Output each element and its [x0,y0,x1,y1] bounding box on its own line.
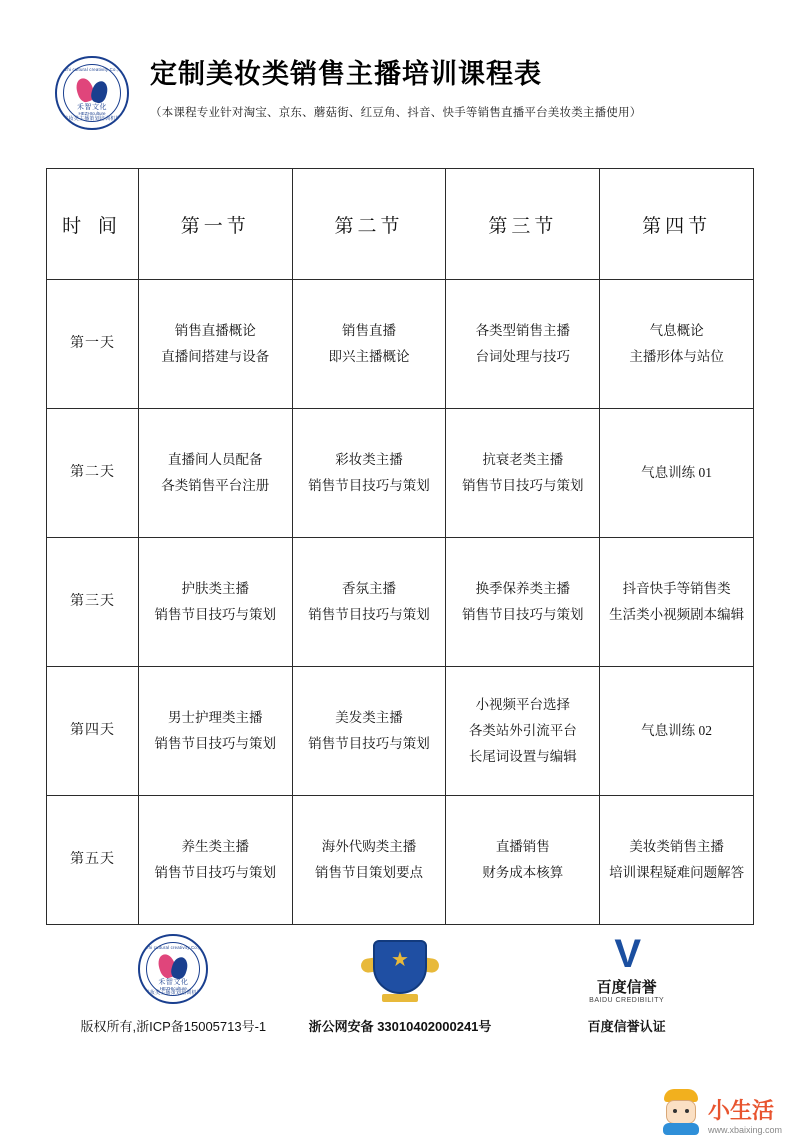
table-cell [292,409,446,538]
baidu-badge-inner [569,934,685,1004]
cell-line: 销售节目技巧与策划 [154,736,277,751]
cell-line: 主播形体与站位 [629,349,724,364]
baidu-certification-text: 百度信誉认证 [587,1019,666,1034]
cell-line: 各类型销售主播 [475,322,571,338]
table-cell [446,409,600,538]
logo-cn-name: 禾智文化 [77,104,107,111]
table-row [47,796,754,925]
police-emblem-icon [365,934,435,1004]
footer-item-icp [60,930,287,1035]
column-header-period-3: 第三节 [446,169,600,280]
cell-line: 长尾词设置与编辑 [468,749,577,765]
logo-en-name: HEZHIculture [78,111,106,116]
cell-line: 海外代购类主播 [321,838,417,854]
cell-line: 抗衰老类主播 [482,451,564,467]
cell-line: 直播间人员配备 [168,451,263,467]
watermark-site-url: www.xbaixing.com [707,1125,782,1135]
cell-line: 销售节目技巧与策划 [308,478,430,493]
table-row [47,538,754,667]
cell-line: 换季保养类主播 [475,580,571,596]
cell-line: 财务成本核算 [482,865,564,880]
cell-line: 香氛主播 [342,580,397,596]
logo-arc-bottom-text: 美妆类主播策划培训机构 [63,116,121,122]
table-row [47,667,754,796]
site-watermark [660,1089,782,1135]
logo-swoosh-icon [75,78,109,104]
cell-line: 气息训练 01 [641,464,713,480]
cell-line: 气息概论 [649,322,704,338]
table-cell [292,796,446,925]
cell-line: 各类站外引流平台 [468,722,577,738]
cell-line: 销售节目策划要点 [315,865,424,880]
logo-cn-name: 禾智文化 [158,979,189,986]
table-cell [138,796,292,925]
page-subtitle: （本课程专业针对淘宝、京东、蘑菇街、红豆角、抖音、快手等销售直播平台美妆类主播使用） [150,107,642,120]
table-row [47,280,754,409]
police-record-text: 浙公网安备 33010402000241号 [308,1019,492,1034]
table-cell [138,667,292,796]
cell-line: 护肤类主播 [181,580,250,596]
logo-arc-top-text: Hezhi cultural creativity Co.,Ltd [59,67,125,72]
table-cell [292,280,446,409]
page-title: 定制美妆类销售主播培训课程表 [150,59,542,89]
cell-line: 即兴主播概论 [328,349,410,364]
cell-line: 气息训练 02 [641,722,713,738]
cell-line: 销售节目技巧与策划 [308,736,430,751]
cell-line: 养生类主播 [181,838,250,854]
column-header-period-1: 第一节 [138,169,292,280]
table-cell [292,538,446,667]
logo-en-name: HEZHIculture [159,986,187,991]
emblem-star-icon: ★ [391,949,409,971]
watermark-text-wrap [708,1100,782,1135]
cell-line: 培训课程疑难问题解答 [609,865,745,880]
watermark-site-name: 小生活 [707,1098,774,1123]
row-day-label: 第二天 [47,409,139,538]
column-header-period-2: 第二节 [292,169,446,280]
table-cell [600,280,754,409]
hezhi-logo-icon [138,934,208,1004]
table-cell [138,280,292,409]
table-header [47,169,754,280]
icp-license-text: 版权所有,浙ICP备15005713号-1 [80,1019,267,1034]
hezhi-logo-badge [60,930,287,1008]
baidu-credibility-badge [513,930,740,1008]
cell-line: 各类销售平台注册 [161,478,270,493]
police-emblem-badge [287,930,514,1008]
cell-line: 直播间搭建与设备 [161,349,270,364]
row-day-label: 第三天 [47,538,139,667]
row-day-label: 第一天 [47,280,139,409]
cell-line: 销售节目技巧与策划 [154,607,277,622]
schedule-table [46,168,754,925]
table-cell [600,667,754,796]
document-header [0,0,800,130]
column-header-time: 时 间 [47,169,139,280]
emblem-base [382,994,418,1002]
column-header-period-4: 第四节 [600,169,754,280]
table-cell [446,667,600,796]
table-cell [600,409,754,538]
baidu-badge-en: BAIDU CREDIBILITY [589,997,665,1004]
cell-line: 销售节目技巧与策划 [154,865,277,880]
logo-arc-bottom-text: 美妆类主播策划培训机构 [144,990,202,996]
table-cell [446,796,600,925]
table-cell [600,796,754,925]
cell-line: 销售节目技巧与策划 [462,478,584,493]
table-cell [138,538,292,667]
cell-line: 小视频平台选择 [475,696,571,712]
cell-line: 生活类小视频剧本编辑 [609,607,745,622]
cell-line: 台词处理与技巧 [475,349,571,364]
mascot-icon [660,1089,702,1135]
mascot-face [666,1100,696,1124]
logo-arc-top-text: Hezhi cultural creativity Co.,Ltd [140,945,207,950]
document-footer [0,930,800,1090]
cell-line: 销售节目技巧与策划 [308,607,430,622]
cell-line: 直播销售 [495,838,550,854]
mascot-body [663,1123,699,1135]
footer-item-police [287,930,514,1035]
table-cell [600,538,754,667]
brand-logo-wrap [48,52,136,130]
cell-line: 销售直播概论 [174,322,256,338]
logo-swoosh-icon [157,954,189,978]
cell-line: 美妆类销售主播 [629,838,724,854]
table-cell [138,409,292,538]
hezhi-logo-icon [55,56,129,130]
cell-line: 彩妆类主播 [335,451,403,467]
baidu-badge-cn: 百度信誉 [596,979,657,996]
table-cell [446,538,600,667]
cell-line: 抖音快手等销售类 [622,580,731,596]
mascot-eye-left [673,1109,677,1113]
cell-line: 销售节目技巧与策划 [462,607,584,622]
cell-line: 销售直播 [342,322,397,338]
baidu-v-icon: V [614,932,640,976]
mascot-eye-right [685,1109,689,1113]
table-body [47,280,754,925]
schedule-table-wrap [0,130,800,925]
footer-item-baidu [513,930,740,1035]
table-cell [292,667,446,796]
table-header-row [47,169,754,280]
cell-line: 美发类主播 [335,709,403,725]
cell-line: 男士护理类主播 [168,709,263,725]
footer-badges-row [0,930,800,1035]
table-row [47,409,754,538]
row-day-label: 第四天 [47,667,139,796]
title-block [136,52,760,120]
table-cell [446,280,600,409]
row-day-label: 第五天 [47,796,139,925]
